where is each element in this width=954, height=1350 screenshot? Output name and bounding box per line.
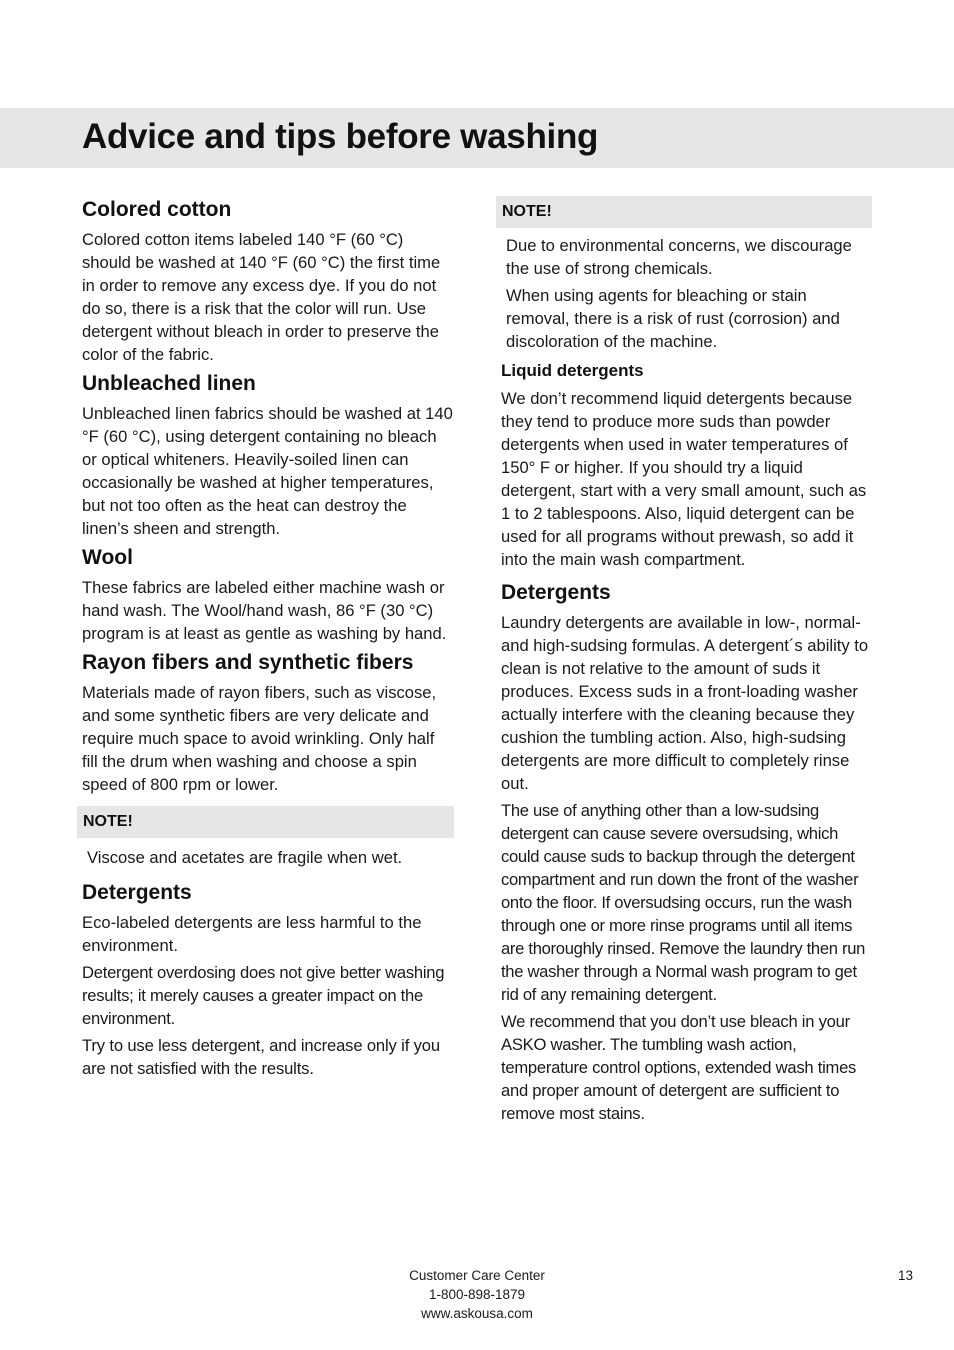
heading-unbleached-linen: Unbleached linen bbox=[82, 372, 256, 395]
heading-colored-cotton: Colored cotton bbox=[82, 198, 232, 221]
unbleached-linen-text: Unbleached linen fabrics should be washed at 140 °F (60 °C), using detergent containing no bleach or optical whiteners. Heavily-soiled linen can occasionally be washed at higher temperatures, but not too often as the heat can destroy the linen’s sheen and strength. bbox=[82, 404, 453, 538]
footer-customer-care: Customer Care Center bbox=[409, 1268, 545, 1283]
page-title: Advice and tips before washing bbox=[82, 117, 599, 156]
note-text-left: Viscose and acetates are fragile when wet. bbox=[87, 848, 403, 867]
footer-phone: 1-800-898-1879 bbox=[428, 1287, 526, 1302]
note-label-left: NOTE! bbox=[83, 813, 133, 830]
detergents-right-p1: Laundry detergents are available in low-, normal- and high-sudsing formulas. A detergent´s ability to clean is not relative to the amount of suds it produces. Excess suds in a front-loading washer actually interfere with the cleaning because they cushion the tumbling action. Also, high-sudsing detergents are more difficult to completely rinse out. bbox=[501, 613, 869, 793]
detergents-left-p3: Try to use less detergent, and increase only if you are not satisfied with the results. bbox=[82, 1036, 440, 1078]
note-box-right bbox=[496, 196, 872, 228]
footer-website: www.askousa.com bbox=[421, 1306, 533, 1321]
note-right-p1: Due to environmental concerns, we discourage the use of strong chemicals. bbox=[506, 236, 852, 278]
heading-wool: Wool bbox=[82, 546, 133, 569]
detergents-right-p2: The use of anything other than a low-sudsing detergent can cause severe oversudsing, which could cause suds to backup through the detergent compartment and run down the front of the washer onto the floor. If oversudsing occurs, run the wash through one or more rinse programs until all items are thoroughly rinsed. Remove the laundry then run the washer through a Normal wash program to get rid of any remaining detergent. bbox=[501, 801, 866, 1004]
heading-detergents-left: Detergents bbox=[82, 881, 192, 904]
page-number: 13 bbox=[898, 1268, 914, 1283]
note-right-p2: When using agents for bleaching or stain removal, there is a risk of rust (corrosion) and discoloration of the machine. bbox=[506, 286, 840, 351]
detergents-left-p2: Detergent overdosing does not give better washing results; it merely causes a greater impact on the environment. bbox=[82, 963, 445, 1028]
liquid-detergents-text: We don’t recommend liquid detergents because they tend to produce more suds than powder detergents when used in water temperatures of 150° F or higher. If you should try a liquid detergent, start with a very small amount, such as 1 to 2 tablespoons. Also, liquid detergent can be used for all programs without prewash, so add it into the main wash compartment. bbox=[501, 389, 867, 569]
heading-rayon: Rayon fibers and synthetic fibers bbox=[82, 651, 414, 674]
note-label-right: NOTE! bbox=[502, 203, 552, 220]
title-band bbox=[0, 108, 954, 168]
wool-text: These fabrics are labeled either machine wash or hand wash. The Wool/hand wash, 86 °F (30 °C) program is at least as gentle as washing by hand. bbox=[82, 578, 447, 643]
colored-cotton-text: Colored cotton items labeled 140 °F (60 °C) should be washed at 140 °F (60 °C) the first time in order to remove any excess dye. If you do not do so, there is a risk that the color will run. Use detergent without bleach in order to preserve the color of the fabric. bbox=[82, 230, 441, 364]
heading-detergents-right: Detergents bbox=[501, 581, 611, 604]
heading-liquid-detergents: Liquid detergents bbox=[501, 361, 644, 380]
rayon-text: Materials made of rayon fibers, such as viscose, and some synthetic fibers are very delicate and require much space to avoid wrinkling. Only half fill the drum when washing and choose a spin speed of 800 rpm or lower. bbox=[82, 683, 437, 794]
detergents-right-p3: We recommend that you don’t use bleach in your ASKO washer. The tumbling wash action, temperature control options, extended wash times and proper amount of detergent are sufficient to remove most stains. bbox=[501, 1012, 857, 1123]
detergents-left-p1: Eco-labeled detergents are less harmful to the environment. bbox=[82, 913, 422, 955]
note-box-left bbox=[77, 806, 454, 838]
left-column bbox=[82, 196, 454, 1080]
right-column bbox=[496, 196, 872, 1125]
footer bbox=[0, 1266, 954, 1323]
